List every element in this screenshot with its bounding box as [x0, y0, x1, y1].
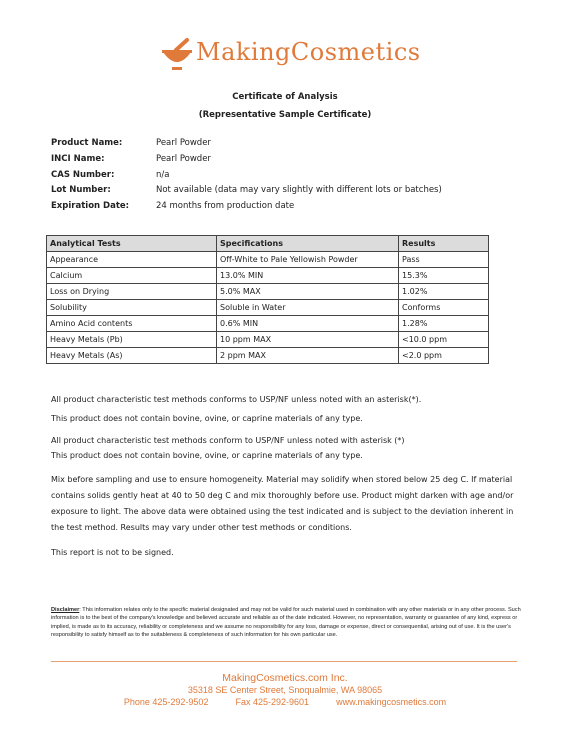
- document-title: Certificate of Analysis: [232, 92, 338, 102]
- disclaimer: [51, 606, 521, 640]
- table-cell: 10 ppm MAX: [217, 332, 399, 348]
- table-cell: Appearance: [47, 252, 217, 268]
- info-label: CAS Number:: [51, 169, 115, 180]
- note-handling: Mix before sampling and use to ensure homogeneity. Material may solidify when stored below 25 deg C. If material contains solids gently heat at 40 to 50 deg C and mix thoroughly before use. Product might darken with age and/or exposure to light. The above data were obtained using the test indicated and is subject to the deviation inherent in the test method. Results may vary under other test methods or conditions.: [51, 475, 514, 532]
- note-usp: All product characteristic test methods conforms to USP/NF unless noted with an asterisk(*).: [51, 395, 422, 404]
- table-cell: 0.6% MIN: [217, 316, 399, 332]
- column-header: Results: [399, 236, 489, 252]
- table-row: [47, 284, 489, 300]
- info-row-lot-number: [51, 185, 442, 201]
- info-value: n/a: [156, 169, 170, 180]
- note-bovine: This product does not contain bovine, ovine, or caprine materials of any type.: [51, 414, 363, 423]
- mortar-pestle-icon: [160, 38, 194, 72]
- footer-divider: [51, 661, 517, 662]
- table-row: [47, 268, 489, 284]
- table-cell: <10.0 ppm: [399, 332, 489, 348]
- note-signature: This report is not to be signed.: [51, 548, 174, 557]
- product-info: [51, 138, 442, 217]
- info-label: Expiration Date:: [51, 201, 130, 212]
- company-logo: [160, 28, 421, 72]
- footer-website-link[interactable]: www.makingcosmetics.com: [336, 697, 447, 707]
- info-label: Lot Number:: [51, 185, 111, 196]
- table-cell: 5.0% MAX: [217, 284, 399, 300]
- table-cell: Soluble in Water: [217, 300, 399, 316]
- table-row: [47, 332, 489, 348]
- footer-address: 35318 SE Center Street, Snoqualmie, WA 98065: [187, 685, 383, 695]
- info-value: Pearl Powder: [156, 138, 211, 148]
- table-row: [47, 252, 489, 268]
- table-cell: 2 ppm MAX: [217, 348, 399, 364]
- table-row: [47, 348, 489, 364]
- disclaimer-label: Disclaimer: [51, 607, 80, 613]
- table-cell: Heavy Metals (Pb): [47, 332, 217, 348]
- table-cell: 1.02%: [399, 284, 489, 300]
- footer-phone: Phone 425-292-9502: [123, 697, 209, 707]
- table-cell: Heavy Metals (As): [47, 348, 217, 364]
- info-row-cas-number: [51, 170, 442, 186]
- document-subtitle: (Representative Sample Certificate): [198, 110, 372, 120]
- footer-contact: [0, 697, 570, 707]
- info-label: Product Name:: [51, 138, 123, 148]
- logo-text: MakingCosmetics: [196, 38, 421, 66]
- table-cell: 1.28%: [399, 316, 489, 332]
- table-cell: Solubility: [47, 300, 217, 316]
- table-cell: 13.0% MIN: [217, 268, 399, 284]
- info-value: Pearl Powder: [156, 153, 211, 164]
- info-label: INCI Name:: [51, 153, 105, 164]
- table-row: [47, 316, 489, 332]
- column-header: Analytical Tests: [47, 236, 217, 252]
- table-cell: Conforms: [399, 300, 489, 316]
- table-cell: Loss on Drying: [47, 284, 217, 300]
- table-header-row: [47, 236, 489, 252]
- table-cell: Pass: [399, 252, 489, 268]
- table-cell: 15.3%: [399, 268, 489, 284]
- table-cell: Off-White to Pale Yellowish Powder: [217, 252, 399, 268]
- note-usp-repeat: All product characteristic test methods conform to USP/NF unless noted with asterisk (*): [51, 436, 405, 445]
- footer-company: MakingCosmetics.com Inc.: [222, 672, 348, 684]
- table-cell: Calcium: [47, 268, 217, 284]
- info-row-product-name: [51, 138, 442, 154]
- column-header: Specifications: [217, 236, 399, 252]
- info-value: 24 months from production date: [156, 201, 295, 212]
- analysis-table: [46, 235, 489, 364]
- table-cell: <2.0 ppm: [399, 348, 489, 364]
- info-row-expiration-date: [51, 201, 442, 217]
- disclaimer-text: : This information relates only to the specific material designated and may not be valid for such material used in combination with any other materials or in any other process. Such information is to the best of the company's knowledge and believed accurate and reliable as of the date indicated. However, no representation, warranty or guarantee of any kind, express or implied, is made as to its accuracy, reliability or completeness and we assume no responsibility for any loss, damage or expense, direct or consequential, arising out of use. It is the user's responsibility to satisfy himself as to the suitableness & completeness of such information for his own particular use.: [51, 607, 521, 639]
- info-value: Not available (data may vary slightly with different lots or batches): [156, 185, 442, 196]
- table-cell: Amino Acid contents: [47, 316, 217, 332]
- note-bovine-repeat: This product does not contain bovine, ovine, or caprine materials of any type.: [51, 451, 363, 460]
- footer-fax: Fax 425-292-9601: [235, 697, 310, 707]
- table-row: [47, 300, 489, 316]
- info-row-inci-name: [51, 154, 442, 170]
